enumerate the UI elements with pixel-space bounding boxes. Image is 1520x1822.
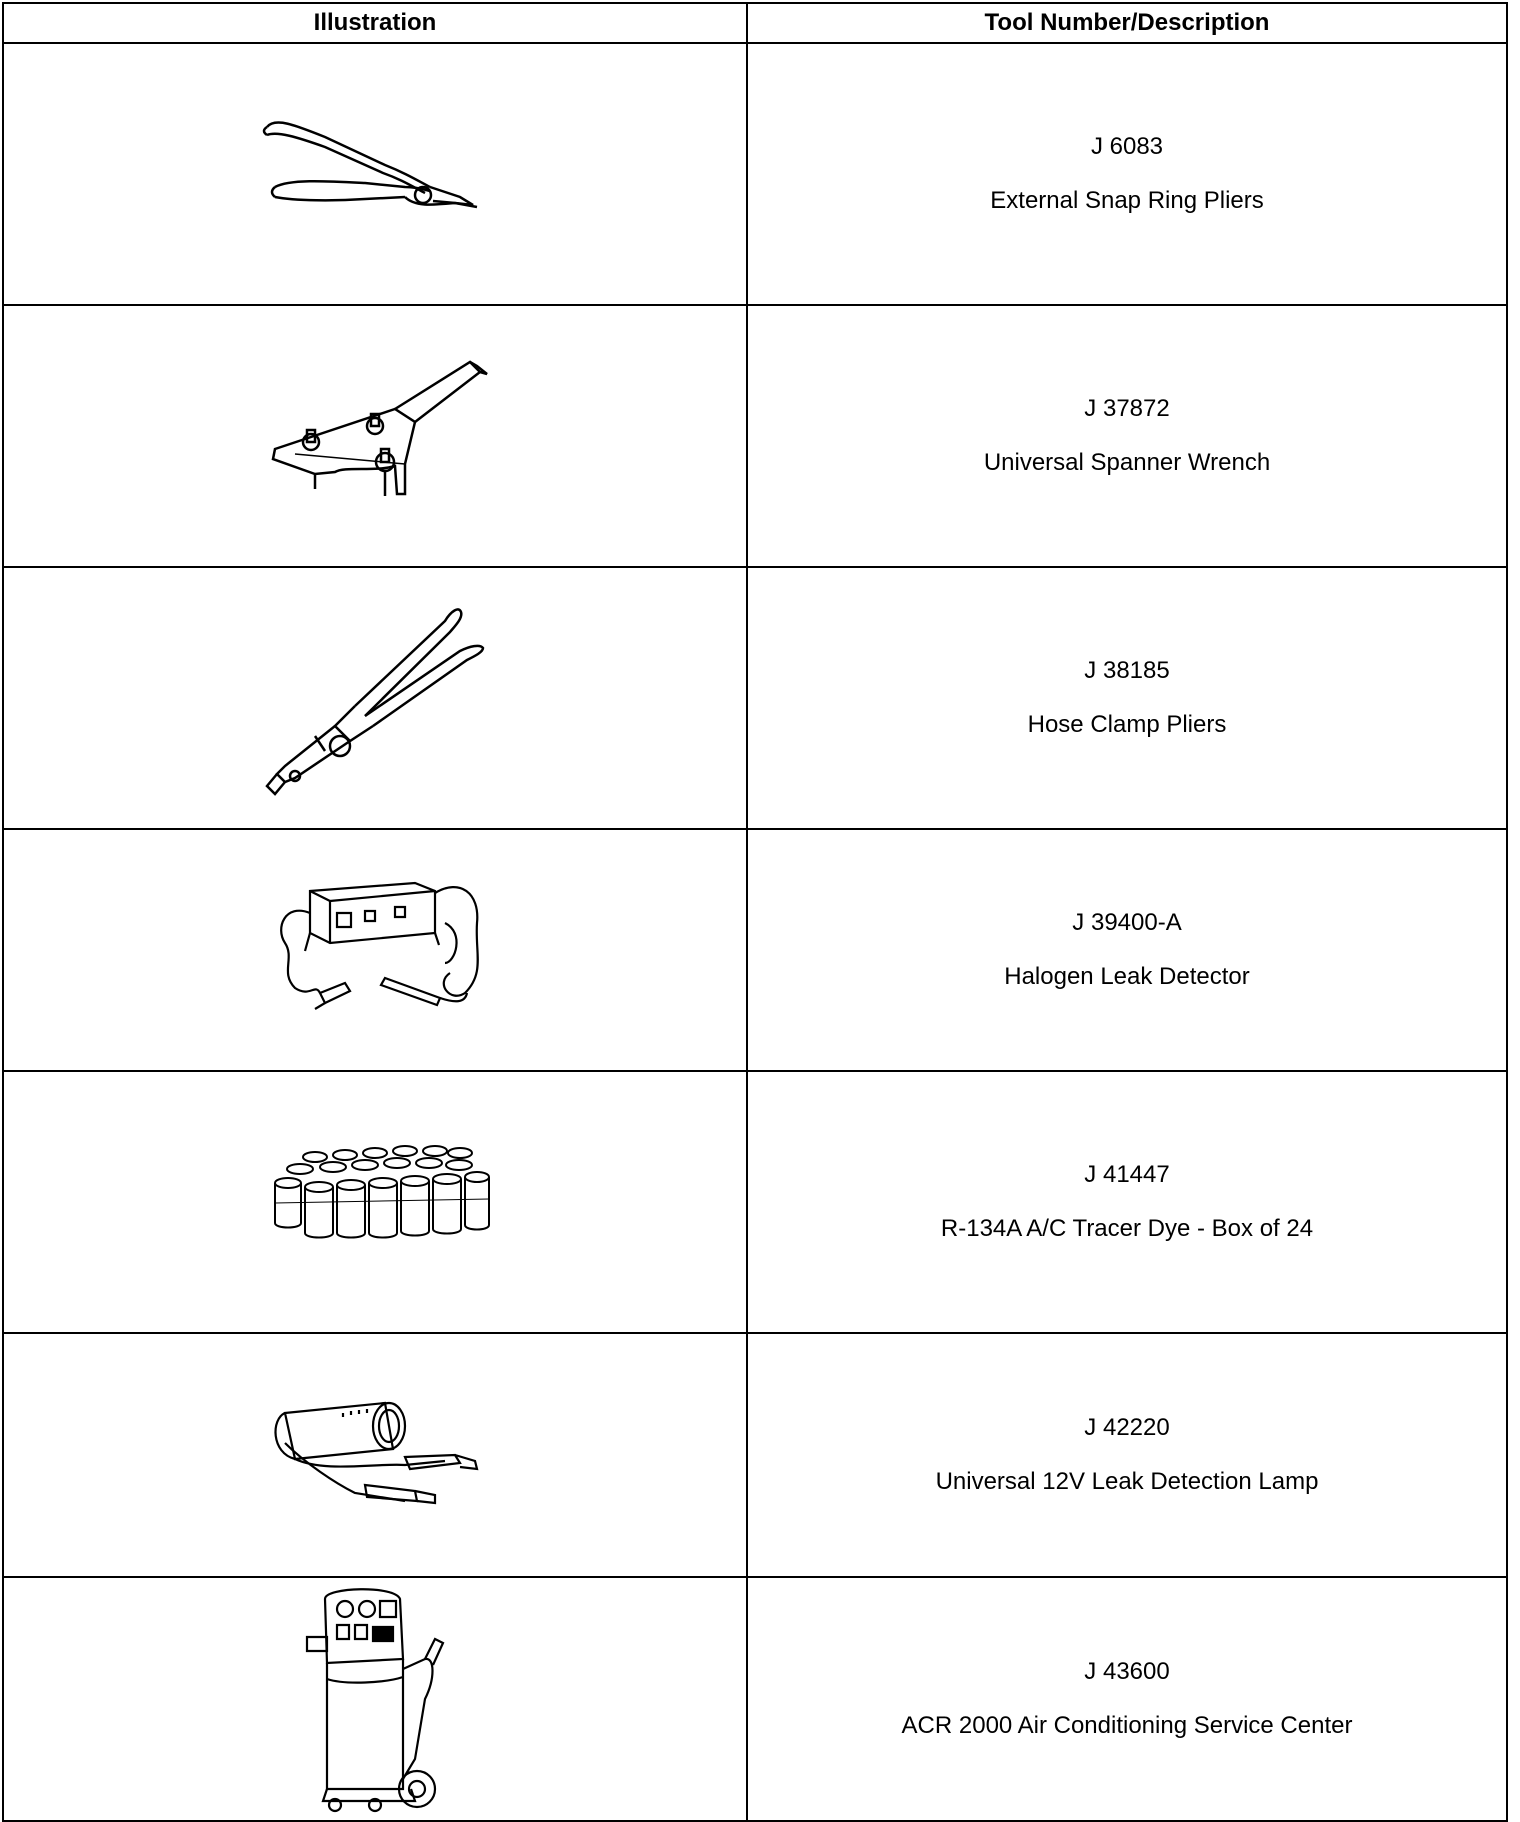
description-cell — [747, 1333, 1507, 1577]
leak-detector-icon — [255, 873, 495, 1023]
table-row — [3, 305, 1507, 567]
illustration-cell — [3, 1071, 747, 1333]
tool-number: J 37872 — [1084, 395, 1170, 422]
tool-description: Hose Clamp Pliers — [1027, 711, 1227, 738]
tool-number: J 41447 — [1084, 1161, 1170, 1188]
description-cell — [747, 1577, 1507, 1821]
illustration-cell — [3, 1577, 747, 1821]
illustration-cell — [3, 567, 747, 829]
tool-description: R-134A A/C Tracer Dye - Box of 24 — [940, 1215, 1314, 1242]
description-cell — [747, 1071, 1507, 1333]
dye-bottles-icon — [255, 1145, 495, 1255]
table-row — [3, 1333, 1507, 1577]
spanner-wrench-icon — [255, 354, 495, 514]
tool-description: External Snap Ring Pliers — [990, 187, 1264, 214]
table-row — [3, 1071, 1507, 1333]
tool-number: J 39400-A — [1072, 909, 1182, 936]
tool-number: J 6083 — [1090, 133, 1164, 160]
tool-number: J 43600 — [1084, 1658, 1170, 1685]
tool-table — [2, 2, 1508, 1822]
description-cell — [747, 43, 1507, 305]
tool-number: J 38185 — [1084, 657, 1170, 684]
hose-clamp-pliers-icon — [255, 596, 495, 796]
table-row — [3, 43, 1507, 305]
tool-description: Universal 12V Leak Detection Lamp — [935, 1468, 1319, 1495]
snap-ring-pliers-icon — [255, 107, 495, 237]
tool-description: ACR 2000 Air Conditioning Service Center — [901, 1712, 1353, 1739]
table-row — [3, 1577, 1507, 1821]
description-cell — [747, 829, 1507, 1071]
leak-lamp-icon — [255, 1393, 495, 1513]
illustration-cell — [3, 1333, 747, 1577]
header-tool-description: Tool Number/Description — [747, 3, 1507, 43]
tool-description: Halogen Leak Detector — [1004, 963, 1250, 990]
illustration-cell — [3, 305, 747, 567]
description-cell — [747, 567, 1507, 829]
service-center-icon — [285, 1579, 465, 1815]
header-illustration: Illustration — [3, 3, 747, 43]
tool-number: J 42220 — [1084, 1414, 1170, 1441]
description-cell — [747, 305, 1507, 567]
tool-description: Universal Spanner Wrench — [983, 449, 1271, 476]
illustration-cell — [3, 43, 747, 305]
table-row — [3, 829, 1507, 1071]
header-row — [3, 3, 1507, 43]
table-row — [3, 567, 1507, 829]
illustration-cell — [3, 829, 747, 1071]
